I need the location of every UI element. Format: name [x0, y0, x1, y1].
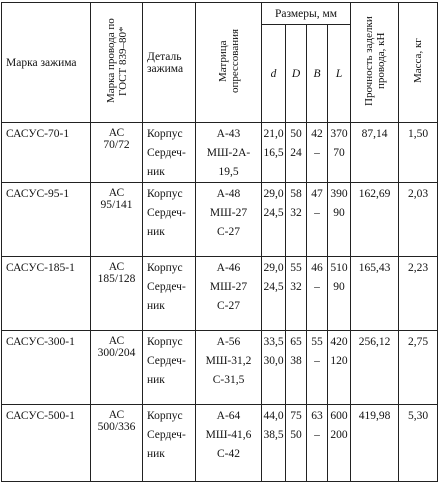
size-d-line: 38,5 [263, 429, 284, 441]
massa-value: 1,50 [407, 128, 429, 140]
header-massa-label: Масса, кг [412, 38, 425, 84]
header-L-label: L [335, 67, 343, 80]
cell-marka-zazhima [2, 331, 91, 405]
detal-zazhima-line: Корпус [147, 188, 183, 200]
header-detal-zazhima [143, 3, 196, 123]
cell-size-d [286, 331, 307, 405]
header-b [307, 25, 328, 123]
marka-provoda-line: АС [108, 409, 125, 421]
size-l-line: 510 [330, 262, 348, 274]
cell-matritsa [196, 331, 262, 405]
size-d-line: 32 [290, 281, 302, 293]
cell-detal-zazhima [143, 331, 196, 405]
marka-zazhima-value: САСУС-500-1 [6, 410, 75, 422]
table-row [2, 257, 438, 331]
marka-provoda-line: 300/204 [97, 347, 136, 359]
matritsa-line: С-42 [217, 448, 240, 460]
cell-size-b [307, 123, 328, 183]
size-d-line: 24 [290, 147, 302, 159]
cell-marka-zazhima [2, 405, 91, 482]
detal-zazhima-line: ник [147, 166, 165, 178]
table-row [2, 331, 438, 405]
marka-provoda-line: 185/128 [97, 273, 136, 285]
marka-provoda-line: АС [108, 127, 125, 139]
cell-massa [399, 183, 438, 257]
size-d-line: 24,5 [263, 281, 284, 293]
matritsa-line: А-43 [216, 128, 241, 140]
matritsa-line: МШ-27 [209, 281, 248, 293]
massa-value: 2,75 [407, 336, 429, 348]
header-marka-provoda [91, 3, 143, 123]
size-d-line: 32 [290, 207, 302, 219]
cell-size-l [328, 183, 351, 257]
table-row [2, 123, 438, 183]
prochnost-value: 256,12 [358, 336, 391, 348]
marka-zazhima-value: САСУС-185-1 [6, 262, 75, 274]
cell-size-b [307, 331, 328, 405]
cell-size-d [262, 405, 286, 482]
matritsa-line: А-46 [216, 262, 241, 274]
prochnost-value: 87,14 [361, 128, 388, 140]
size-b-line: – [314, 429, 320, 441]
matritsa-line: С-31,5 [212, 374, 245, 386]
header-l [328, 25, 351, 123]
detal-zazhima-line: Сердеч- [147, 281, 186, 293]
marka-zazhima-value: САСУС-95-1 [6, 188, 70, 200]
cell-prochnost [351, 405, 399, 482]
massa-value: 2,23 [407, 262, 429, 274]
clamp-specs-table [1, 2, 438, 482]
cell-size-d [262, 257, 286, 331]
size-d-line: 50 [290, 128, 302, 140]
marka-zazhima-value: САСУС-300-1 [6, 336, 75, 348]
detal-zazhima-line: Корпус [147, 262, 183, 274]
cell-detal-zazhima [143, 183, 196, 257]
matritsa-line: 19,5 [218, 166, 239, 178]
size-d-line: 55 [290, 262, 302, 274]
cell-size-l [328, 123, 351, 183]
cell-prochnost [351, 123, 399, 183]
cell-prochnost [351, 331, 399, 405]
cell-size-d [262, 183, 286, 257]
matritsa-line: МШ-2А- [206, 147, 251, 159]
size-d-line: 30,0 [263, 355, 284, 367]
header-matritsa [196, 3, 262, 123]
size-d-line: 38 [290, 355, 302, 367]
size-l-line: 120 [330, 355, 348, 367]
cell-marka-provoda [91, 123, 143, 183]
header-d-large [286, 25, 307, 123]
marka-provoda-line: 500/336 [97, 421, 136, 433]
cell-massa [399, 405, 438, 482]
detal-zazhima-line: Сердеч- [147, 429, 186, 441]
size-b-line: 42 [311, 128, 323, 140]
cell-size-b [307, 257, 328, 331]
size-d-line: 29,0 [263, 188, 284, 200]
header-B-label: B [313, 67, 321, 80]
cell-size-d [286, 183, 307, 257]
size-l-line: 200 [330, 429, 348, 441]
cell-size-d [286, 257, 307, 331]
size-d-line: 24,5 [263, 207, 284, 219]
cell-size-d [286, 405, 307, 482]
header-matritsa-label: Матрица опрессования [216, 28, 241, 94]
marka-provoda-line: АС [108, 261, 125, 273]
header-prochnost-label: Прочность заделки провода, кН [362, 16, 387, 106]
header-detal-zazhima-label: Деталь зажима [147, 50, 184, 75]
size-b-line: – [314, 207, 320, 219]
header-d-label: d [270, 67, 277, 80]
matritsa-line: А-48 [216, 188, 241, 200]
cell-size-l [328, 257, 351, 331]
detal-zazhima-line: ник [147, 374, 165, 386]
size-l-line: 370 [330, 128, 348, 140]
cell-matritsa [196, 183, 262, 257]
header-razmery [262, 3, 351, 25]
size-l-line: 90 [333, 207, 345, 219]
cell-size-b [307, 405, 328, 482]
cell-size-d [286, 123, 307, 183]
detal-zazhima-line: Корпус [147, 128, 183, 140]
header-marka-provoda-label: Марка провода по ГОСТ 839–80* [104, 18, 129, 104]
cell-size-l [328, 331, 351, 405]
cell-size-d [262, 123, 286, 183]
size-l-line: 390 [330, 188, 348, 200]
massa-value: 2,03 [407, 188, 429, 200]
detal-zazhima-line: Сердеч- [147, 355, 186, 367]
size-l-line: 420 [330, 336, 348, 348]
marka-provoda-line: 95/141 [100, 199, 133, 211]
prochnost-value: 419,98 [358, 410, 391, 422]
cell-detal-zazhima [143, 405, 196, 482]
size-b-line: 46 [311, 262, 323, 274]
cell-massa [399, 331, 438, 405]
cell-detal-zazhima [143, 257, 196, 331]
matritsa-line: МШ-41,6 [205, 429, 252, 441]
marka-provoda-line: АС [108, 335, 125, 347]
massa-value: 5,30 [407, 410, 429, 422]
header-massa [399, 3, 438, 123]
matritsa-line: С-27 [217, 226, 240, 238]
size-b-line: – [314, 355, 320, 367]
detal-zazhima-line: Сердеч- [147, 147, 186, 159]
size-d-line: 33,5 [263, 336, 284, 348]
detal-zazhima-line: Сердеч- [147, 207, 186, 219]
size-d-line: 50 [290, 429, 302, 441]
clamp-table-container [1, 2, 437, 490]
marka-zazhima-value: САСУС-70-1 [6, 128, 70, 140]
size-d-line: 16,5 [263, 147, 284, 159]
cell-matritsa [196, 123, 262, 183]
header-prochnost [351, 3, 399, 123]
matritsa-line: А-64 [216, 410, 241, 422]
cell-marka-zazhima [2, 183, 91, 257]
header-d-small [262, 25, 286, 123]
cell-massa [399, 257, 438, 331]
marka-provoda-line: АС [108, 187, 125, 199]
cell-detal-zazhima [143, 123, 196, 183]
header-D-label: D [291, 67, 301, 80]
size-b-line: 55 [311, 336, 323, 348]
matritsa-line: А-56 [216, 336, 241, 348]
cell-marka-zazhima [2, 123, 91, 183]
size-l-line: 70 [333, 147, 345, 159]
table-row [2, 183, 438, 257]
size-d-line: 75 [290, 410, 302, 422]
marka-provoda-line: 70/72 [103, 139, 130, 151]
header-marka-zazhima-label: Марка зажима [6, 56, 77, 69]
cell-size-b [307, 183, 328, 257]
size-b-line: 47 [311, 188, 323, 200]
size-d-line: 21,0 [263, 128, 284, 140]
cell-marka-provoda [91, 183, 143, 257]
cell-matritsa [196, 405, 262, 482]
matritsa-line: МШ-27 [209, 207, 248, 219]
matritsa-line: С-27 [217, 300, 240, 312]
size-b-line: 63 [311, 410, 323, 422]
cell-marka-provoda [91, 257, 143, 331]
size-d-line: 44,0 [263, 410, 284, 422]
detal-zazhima-line: ник [147, 448, 165, 460]
cell-size-l [328, 405, 351, 482]
detal-zazhima-line: Корпус [147, 410, 183, 422]
size-d-line: 58 [290, 188, 302, 200]
detal-zazhima-line: Корпус [147, 336, 183, 348]
cell-prochnost [351, 183, 399, 257]
size-d-line: 65 [290, 336, 302, 348]
cell-marka-provoda [91, 405, 143, 482]
prochnost-value: 162,69 [358, 188, 391, 200]
size-l-line: 90 [333, 281, 345, 293]
matritsa-line: МШ-31,2 [205, 355, 252, 367]
detal-zazhima-line: ник [147, 300, 165, 312]
detal-zazhima-line: ник [147, 226, 165, 238]
cell-matritsa [196, 257, 262, 331]
cell-prochnost [351, 257, 399, 331]
size-b-line: – [314, 281, 320, 293]
header-marka-zazhima [2, 3, 91, 123]
size-l-line: 600 [330, 410, 348, 422]
cell-size-d [262, 331, 286, 405]
header-razmery-label: Размеры, мм [275, 7, 338, 20]
cell-marka-provoda [91, 331, 143, 405]
table-row [2, 405, 438, 482]
prochnost-value: 165,43 [358, 262, 391, 274]
size-d-line: 29,0 [263, 262, 284, 274]
clamp-rows [2, 123, 438, 482]
cell-massa [399, 123, 438, 183]
size-b-line: – [314, 147, 320, 159]
cell-marka-zazhima [2, 257, 91, 331]
